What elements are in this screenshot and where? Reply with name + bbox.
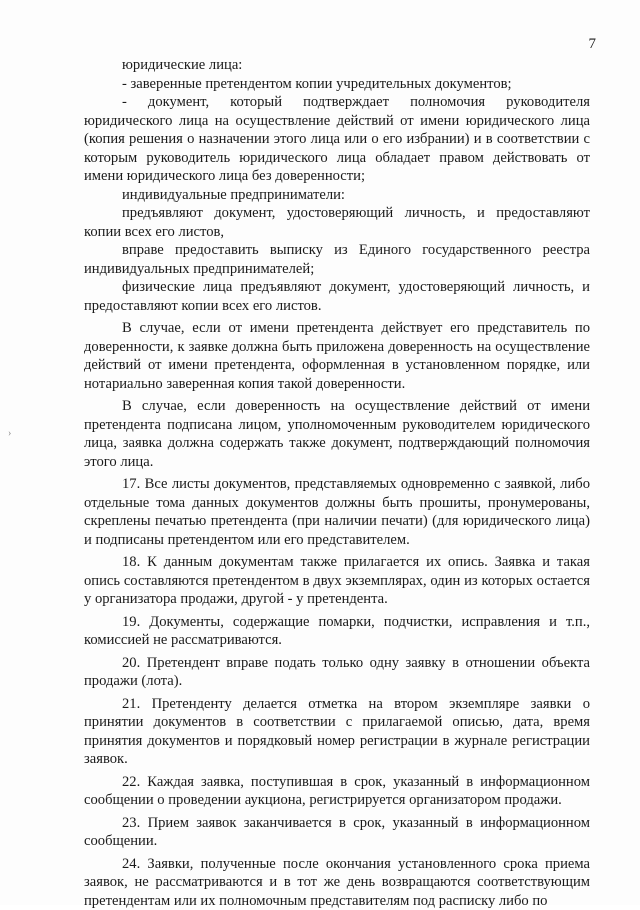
paragraph: индивидуальные предприниматели:: [84, 186, 590, 205]
paragraph: 20. Претендент вправе подать только одну заявку в отношении объекта продажи (лота).: [84, 654, 590, 691]
paragraph: 22. Каждая заявка, поступившая в срок, указанный в информационном сообщении о проведении аукциона, регистрируется организатором продажи.: [84, 773, 590, 810]
paragraph: 17. Все листы документов, представляемых одновременно с заявкой, либо отдельные тома данных документов должны быть прошиты, пронумерованы, скреплены печатью претендента (при наличии печати) (для юридического лица) и подписаны претендентом или его представителем.: [84, 475, 590, 549]
paragraph: 18. К данным документам также прилагается их опись. Заявка и такая опись составляются претендентом в двух экземплярах, один из которых остается у организатора продажи, другой - у претендента.: [84, 553, 590, 609]
paragraph: предъявляют документ, удостоверяющий личность, и предоставляют копии всех его листов,: [84, 204, 590, 241]
paragraph: 19. Документы, содержащие помарки, подчистки, исправления и т.п., комиссией не рассматриваются.: [84, 613, 590, 650]
paragraph: 21. Претенденту делается отметка на втором экземпляре заявки о принятии документов в соответствии с прилагаемой описью, дата, время принятия документов и порядковый номер регистрации в журнале регистрации заявок.: [84, 695, 590, 769]
paragraph: физические лица предъявляют документ, удостоверяющий личность, и предоставляют копии всех его листов.: [84, 278, 590, 315]
paragraph: В случае, если от имени претендента действует его представитель по доверенности, к заявке должна быть приложена доверенность на осуществление действий от имени претендента, оформленная в установленном порядке, или нотариально заверенная копия такой доверенности.: [84, 319, 590, 393]
page-number: 7: [589, 36, 597, 53]
paragraph: юридические лица:: [84, 56, 590, 75]
margin-mark: ›: [8, 428, 11, 439]
paragraph: В случае, если доверенность на осуществление действий от имени претендента подписана лицом, уполномоченным руководителем юридического лица, заявка должна содержать также документ, подтверждающий полномочия этого лица.: [84, 397, 590, 471]
paragraph: 23. Прием заявок заканчивается в срок, указанный в информационном сообщении.: [84, 814, 590, 851]
document-body: [84, 56, 590, 910]
paragraph: 24. Заявки, полученные после окончания установленного срока приема заявок, не рассматриваются и в тот же день возвращаются соответствующим претендентам или их полномочным представителям под расписку либо по: [84, 855, 590, 910]
paragraph: вправе предоставить выписку из Единого государственного реестра индивидуальных предпринимателей;: [84, 241, 590, 278]
paragraph: - документ, который подтверждает полномочия руководителя юридического лица на осуществление действий от имени юридического лица (копия решения о назначении этого лица или о его избрании) и в соответствии с которым руководитель юридического лица обладает правом действовать от имени юридического лица без доверенности;: [84, 93, 590, 186]
paragraph: - заверенные претендентом копии учредительных документов;: [84, 75, 590, 94]
